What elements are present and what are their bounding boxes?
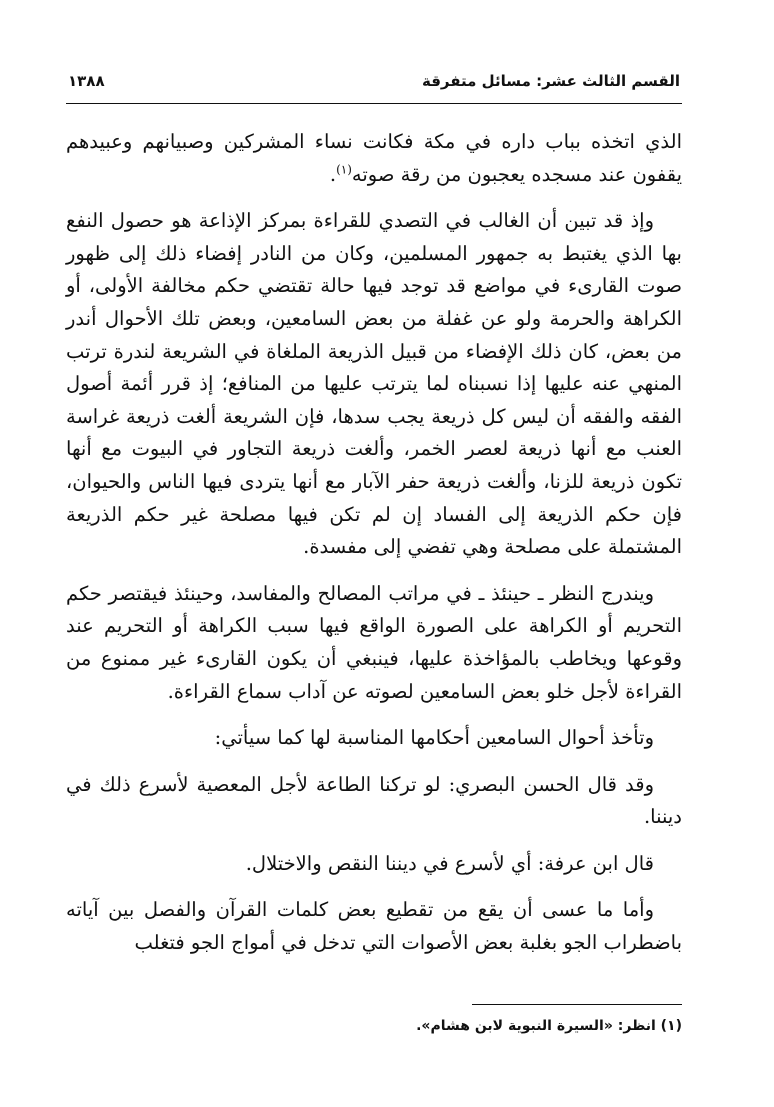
- paragraph-2: وإذ قد تبين أن الغالب في التصدي للقراءة بمركز الإذاعة هو حصول النفع بها الذي يغتبط به جمهور المسلمين، وكان من النادر إفضاء ذلك إلى ظهور صوت القارىء في مواضع قد توجد فيها حالة تقتضي حكم مخالفة الأولى، أو الكراهة والحرمة ولو عن غفلة من بعض السامعين، وبعض تلك الأحوال أندر من بعض، كان ذلك الإفضاء من قبيل الذريعة الملغاة في الشريعة لندرة ترتب المنهي عنه عليها إذا نسبناه لما يترتب عليها من المنافع؛ إذ قرر أئمة أصول الفقه والفقه أن ليس كل ذريعة يجب سدها، فإن الشريعة ألغت ذريعة غراسة العنب مع أنها ذريعة لعصر الخمر، وألغت ذريعة التجاور في البيوت مع أنها تكون ذريعة للزنا، وألغت ذريعة حفر الآبار مع أنها يتردى فيها الناس والحيوان، فإن حكم الذريعة إلى الفساد إن لم تكن فيها مصلحة غير حكم الذريعة المشتملة على مصلحة وهي تفضي إلى مفسدة.: [66, 209, 682, 559]
- page-number: ١٣٨٨: [68, 72, 105, 90]
- paragraph-7: وأما ما عسى أن يقع من تقطيع بعض كلمات القرآن والفصل بين آياته باضطراب الجو بغلبة بعض الأصوات التي تدخل في أمواج الجو فتغلب: [66, 898, 682, 955]
- paragraph-3: ويندرج النظر ـ حينئذ ـ في مراتب المصالح والمفاسد، وحينئذ فيقتصر حكم التحريم أو الكراهة على الصورة الواقع فيها سبب الكراهة أو التحريم عند وقوعها ويخاطب بالمؤاخذة عليها، فينبغي أن يكون القارىء غير ممنوع من القراءة لأجل خلو بعض السامعين لصوته عن آداب سماع القراءة.: [66, 581, 682, 703]
- page-header: [68, 66, 680, 96]
- main-text: [66, 126, 682, 960]
- paragraph-6: قال ابن عرفة: أي لأسرع في ديننا النقص والاختلال.: [245, 851, 654, 875]
- paragraph-1-text: الذي اتخذه بباب داره في مكة فكانت نساء المشركين وصبيانهم وعبيدهم يقفون عند مسجده يعجبون من رقة صوته: [66, 130, 682, 186]
- paragraph-5: وقد قال الحسن البصري: لو تركنا الطاعة لأجل المعصية لأسرع ذلك في ديننا.: [66, 772, 682, 829]
- paragraph-1: [66, 126, 682, 191]
- paragraph-1-tail: .: [329, 162, 337, 186]
- section-title: القسم الثالث عشر: مسائل متفرقة: [421, 72, 680, 90]
- header-divider: [66, 103, 682, 104]
- footnote: (١) انظر: «السيرة النبوية لابن هشام».: [416, 1018, 682, 1034]
- footnote-reference: (١): [336, 162, 352, 177]
- paragraph-4: وتأخذ أحوال السامعين أحكامها المناسبة لها كما سيأتي:: [214, 726, 654, 750]
- footnote-divider: [472, 1004, 682, 1005]
